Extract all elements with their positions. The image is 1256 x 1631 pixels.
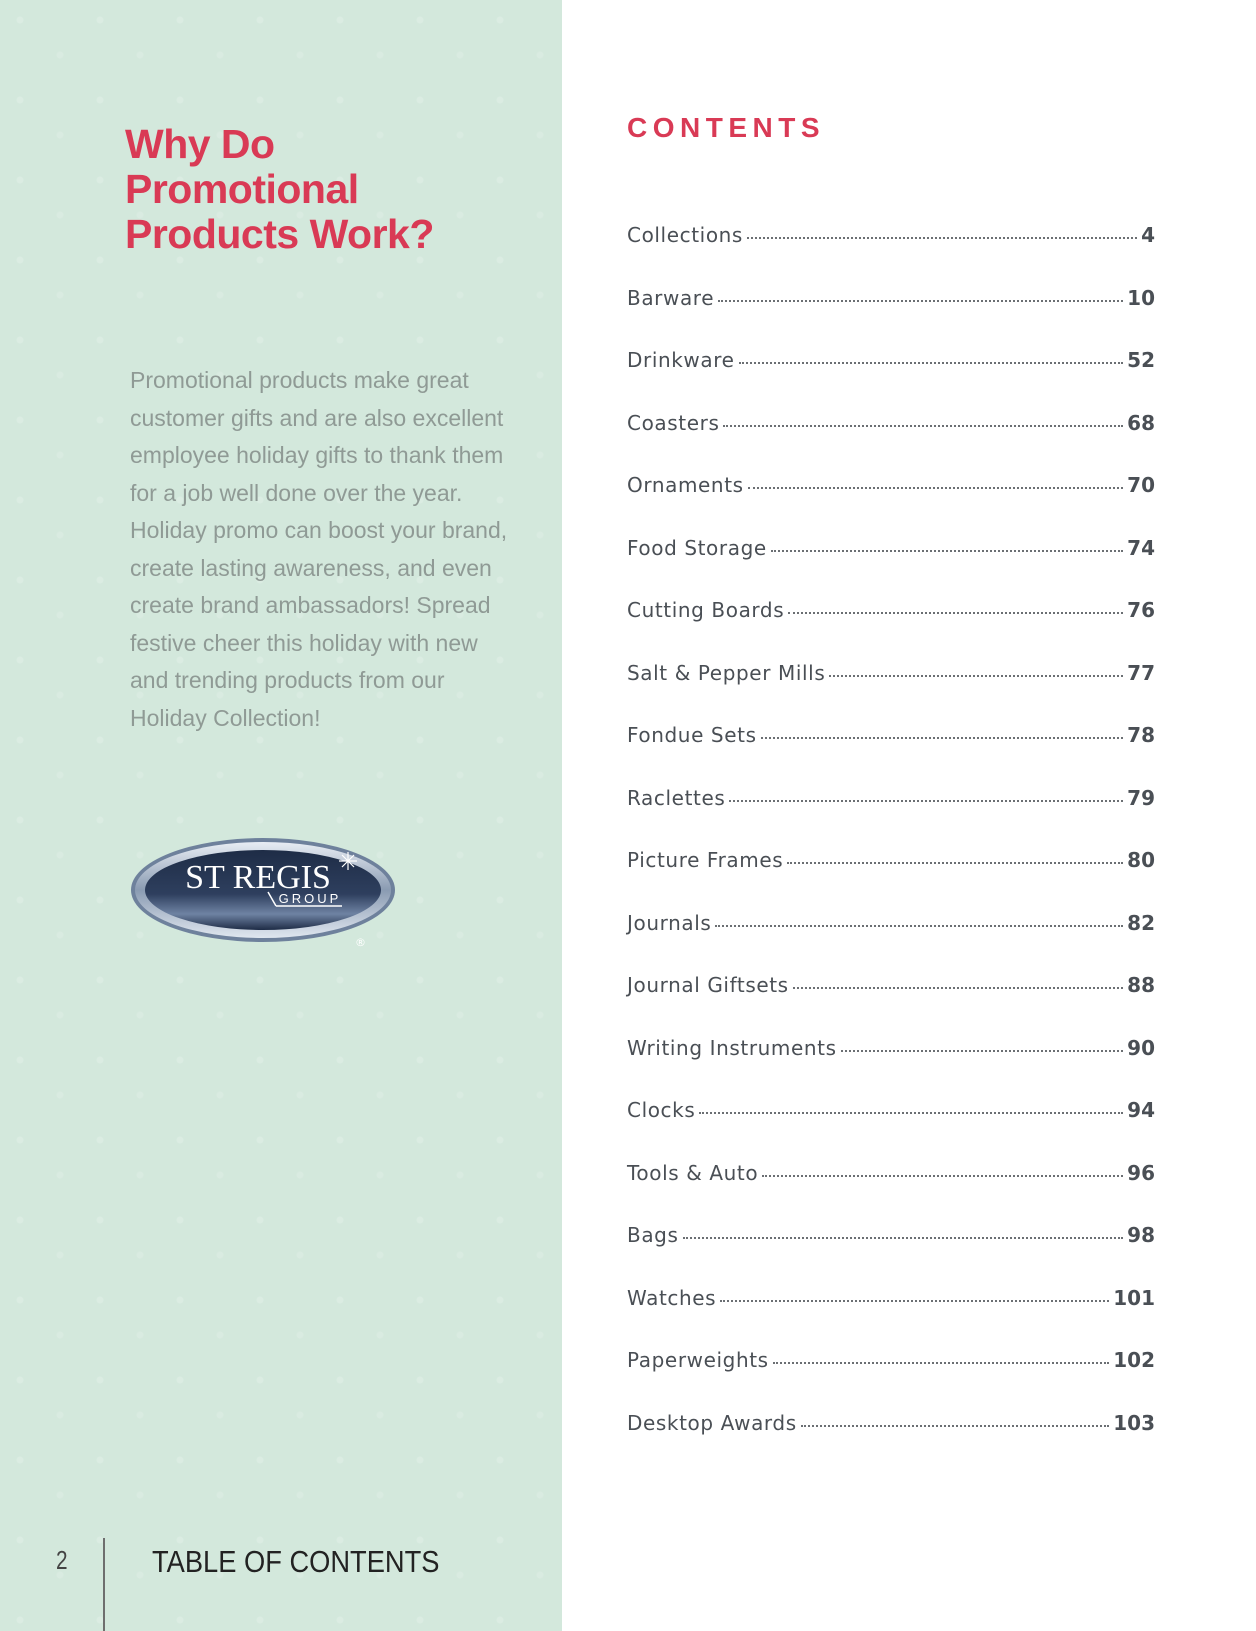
toc-item-page: 10: [1127, 285, 1155, 310]
dot-leader: [773, 1347, 1110, 1367]
toc-item[interactable]: [627, 1285, 1155, 1348]
toc-item[interactable]: [627, 722, 1155, 785]
contents-heading: CONTENTS: [627, 112, 825, 143]
dot-leader: [715, 910, 1123, 930]
toc-item-label: Drinkware: [627, 348, 735, 372]
toc-item-page: 96: [1127, 1160, 1155, 1185]
toc-item-label: Collections: [627, 223, 743, 247]
toc-item[interactable]: [627, 785, 1155, 848]
dot-leader: [787, 847, 1123, 867]
toc-item-page: 101: [1113, 1285, 1155, 1310]
toc-item-label: Bags: [627, 1223, 679, 1247]
toc-item-label: Journal Giftsets: [627, 973, 789, 997]
toc-item[interactable]: [627, 410, 1155, 473]
toc-item-page: 88: [1127, 973, 1155, 997]
toc-item-label: Cutting Boards: [627, 598, 785, 622]
toc-item[interactable]: [627, 1347, 1155, 1410]
dot-leader: [739, 347, 1124, 367]
toc-item-label: Picture Frames: [627, 848, 784, 872]
dot-leader: [841, 1035, 1124, 1055]
registered-mark: ®: [355, 936, 366, 948]
toc-item-page: 80: [1127, 848, 1155, 872]
toc-item[interactable]: [627, 347, 1155, 410]
toc-item-page: 79: [1127, 785, 1155, 810]
dot-leader: [723, 410, 1123, 430]
intro-paragraph: Promotional products make great customer gifts and are also excellent employee holiday gifts to thank them for a job well done over the year. Holiday promo can boost your brand, create lasting awareness, and even create brand ambassadors! Spread festive cheer this holiday with new and trending products from our Holiday Collection!: [130, 367, 508, 731]
toc-item[interactable]: [627, 847, 1155, 910]
dot-leader: [720, 1285, 1109, 1305]
footer-divider: [103, 1538, 105, 1631]
toc-item[interactable]: [627, 660, 1155, 723]
page-number: 2: [56, 1545, 68, 1575]
logo-text-main: ST REGIS: [185, 859, 331, 896]
toc-item-label: Raclettes: [627, 785, 726, 810]
table-of-contents: [627, 222, 1155, 1472]
toc-item-label: Writing Instruments: [627, 1035, 837, 1060]
toc-item-page: 94: [1127, 1098, 1155, 1122]
dot-leader: [729, 785, 1123, 805]
toc-item-page: 78: [1127, 723, 1155, 747]
toc-item-label: Clocks: [627, 1098, 696, 1122]
toc-item-label: Watches: [627, 1285, 717, 1310]
toc-item-page: 70: [1127, 473, 1155, 497]
left-panel: [0, 0, 562, 1631]
dot-leader: [793, 972, 1123, 992]
toc-item[interactable]: [627, 972, 1155, 1035]
logo-text-sub: GROUP: [278, 891, 342, 906]
dot-leader: [801, 1410, 1110, 1430]
toc-item[interactable]: [627, 597, 1155, 660]
toc-item[interactable]: [627, 1222, 1155, 1285]
toc-item[interactable]: [627, 1097, 1155, 1160]
section-label: TABLE OF CONTENTS: [152, 1544, 440, 1579]
toc-item-page: 68: [1127, 410, 1155, 435]
toc-item-label: Paperweights: [627, 1348, 769, 1372]
toc-item-label: Salt & Pepper Mills: [627, 660, 826, 685]
st-regis-group-logo: [130, 836, 410, 948]
dot-leader: [762, 1160, 1123, 1180]
dot-leader: [788, 597, 1123, 617]
dot-leader: [748, 472, 1123, 492]
toc-item-label: Fondue Sets: [627, 723, 757, 747]
toc-item-label: Journals: [627, 910, 712, 935]
toc-item[interactable]: [627, 1035, 1155, 1098]
toc-item-label: Tools & Auto: [627, 1160, 759, 1185]
dot-leader: [771, 535, 1123, 555]
toc-item-page: 90: [1127, 1035, 1155, 1060]
toc-item[interactable]: [627, 535, 1155, 598]
dot-leader: [747, 222, 1137, 242]
toc-item-page: 4: [1141, 223, 1155, 247]
toc-item-label: Barware: [627, 285, 715, 310]
toc-item[interactable]: [627, 222, 1155, 285]
toc-item[interactable]: [627, 1410, 1155, 1473]
toc-item-page: 103: [1113, 1410, 1155, 1435]
toc-item-label: Desktop Awards: [627, 1410, 797, 1435]
toc-item-page: 52: [1127, 348, 1155, 372]
toc-item-label: Food Storage: [627, 535, 767, 560]
dot-leader: [699, 1097, 1123, 1117]
toc-item-label: Coasters: [627, 410, 720, 435]
dot-leader: [683, 1222, 1124, 1242]
toc-item-page: 82: [1127, 910, 1155, 935]
toc-item-page: 77: [1127, 660, 1155, 685]
toc-item-page: 74: [1127, 535, 1155, 560]
toc-item[interactable]: [627, 285, 1155, 348]
toc-item[interactable]: [627, 1160, 1155, 1223]
toc-item-page: 76: [1127, 598, 1155, 622]
dot-leader: [829, 660, 1123, 680]
headline: Why Do Promotional Products Work?: [125, 121, 434, 257]
toc-item[interactable]: [627, 472, 1155, 535]
toc-item-page: 102: [1113, 1348, 1155, 1372]
toc-item-page: 98: [1127, 1223, 1155, 1247]
dot-leader: [761, 722, 1124, 742]
dot-leader: [718, 285, 1123, 305]
toc-item[interactable]: [627, 910, 1155, 973]
toc-item-label: Ornaments: [627, 473, 744, 497]
